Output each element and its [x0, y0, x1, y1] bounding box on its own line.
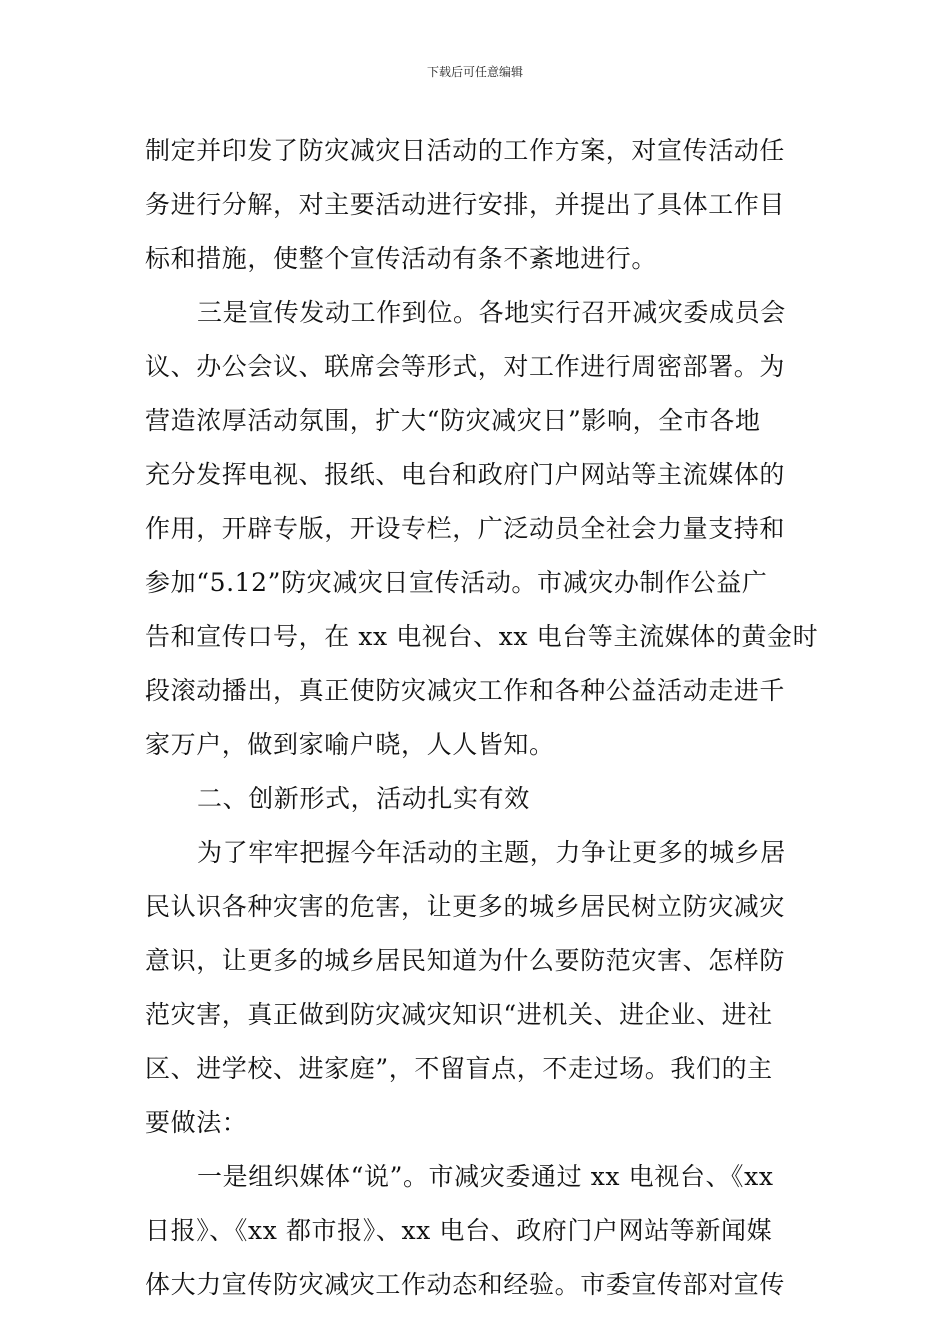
- text-line: 议、办公会议、联席会等形式，对工作进行周密部署。为: [145, 352, 786, 381]
- text-line: 标和措施，使整个宣传活动有条不紊地进行。: [145, 244, 658, 273]
- section-heading: [145, 772, 805, 826]
- text-line: 体大力宣传防灾减灾工作动态和经验。市委宣传部对宣传: [145, 1270, 786, 1299]
- text-line: 制定并印发了防灾减灾日活动的工作方案，对宣传活动任: [145, 136, 786, 165]
- text-line: 一是组织媒体“说”。市减灾委通过 xx 电视台、《xx: [197, 1162, 774, 1191]
- text-line: 为了牢牢把握今年活动的主题，力争让更多的城乡居: [197, 838, 786, 867]
- text-line: 要做法：: [145, 1108, 248, 1137]
- text-line: 营造浓厚活动氛围，扩大“防灾减灾日”影响，全市各地: [145, 406, 761, 435]
- text-line: 区、进学校、进家庭”，不留盲点，不走过场。我们的主: [145, 1054, 773, 1083]
- text-line: 告和宣传口号，在 xx 电视台、xx 电台等主流媒体的黄金时: [145, 622, 819, 651]
- text-line: 段滚动播出，真正使防灾减灾工作和各种公益活动走进千: [145, 676, 786, 705]
- paragraph: [145, 124, 805, 286]
- text-line: 范灾害，真正做到防灾减灾知识“进机关、进企业、进社: [145, 1000, 773, 1029]
- page-header: 下载后可任意编辑: [426, 65, 523, 79]
- text-line: 务进行分解，对主要活动进行安排，并提出了具体工作目: [145, 190, 786, 219]
- text-line: 参加“5.12”防灾减灾日宣传活动。市减灾办制作公益广: [145, 568, 768, 597]
- document-body: [145, 124, 819, 1312]
- heading-line: 二、创新形式，活动扎实有效: [197, 784, 530, 813]
- paragraph: [145, 826, 805, 1150]
- text-line: 作用，开辟专版，开设专栏，广泛动员全社会力量支持和: [145, 514, 786, 543]
- paragraph: [145, 1150, 805, 1312]
- text-line: 家万户，做到家喻户晓，人人皆知。: [145, 730, 555, 759]
- text-line: 充分发挥电视、报纸、电台和政府门户网站等主流媒体的: [145, 460, 786, 489]
- text-line: 日报》、《xx 都市报》、xx 电台、政府门户网站等新闻媒: [145, 1216, 773, 1245]
- text-line: 意识，让更多的城乡居民知道为什么要防范灾害、怎样防: [145, 946, 786, 975]
- paragraph: [145, 286, 819, 772]
- text-line: 民认识各种灾害的危害，让更多的城乡居民树立防灾减灾: [145, 892, 786, 921]
- text-line: 三是宣传发动工作到位。各地实行召开减灾委成员会: [197, 298, 786, 327]
